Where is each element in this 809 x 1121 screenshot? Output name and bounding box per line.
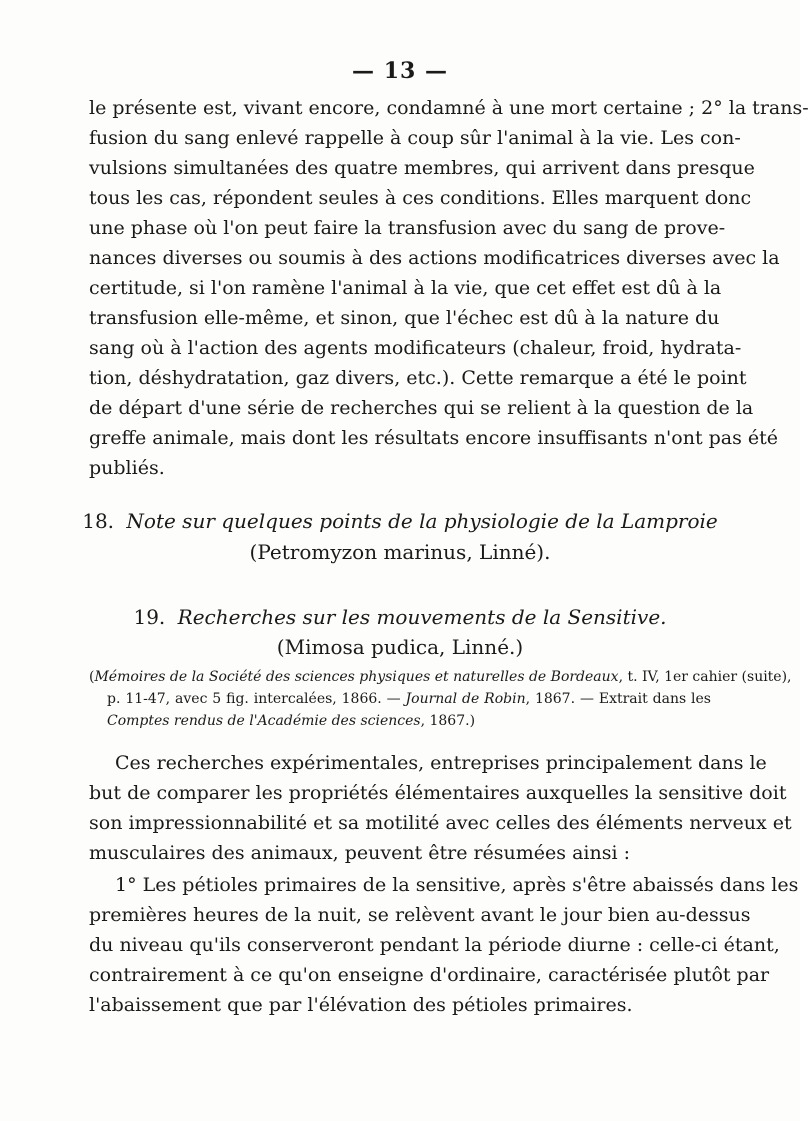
text-line: publiés. bbox=[89, 457, 165, 479]
section-18-number: 18. bbox=[82, 509, 115, 533]
citation-line bbox=[89, 710, 711, 732]
paragraph-transfusion bbox=[89, 93, 809, 483]
text-line: certitude, si l'on ramène l'animal à la vie, que cet effet est dû à la bbox=[89, 277, 722, 299]
text-line: l'abaissement que par l'élévation des pétioles primaires. bbox=[89, 994, 633, 1016]
citation-line bbox=[89, 688, 711, 710]
text-line: de départ d'une série de recherches qui se relient à la question de la bbox=[89, 397, 754, 419]
text-line: une phase où l'on peut faire la transfusion avec du sang de prove- bbox=[89, 217, 726, 239]
text-line: vulsions simultanées des quatre membres, qui arrivent dans presque bbox=[89, 157, 755, 179]
citation-journal: Mémoires de la Société des sciences physiques et naturelles de Bordeaux bbox=[94, 669, 619, 685]
section-19-title: Recherches sur les mouvements de la Sensitive. bbox=[177, 605, 667, 629]
section-19-subtitle: (Mimosa pudica, Linné.) bbox=[276, 635, 524, 659]
text-line: but de comparer les propriétés élémentaires auxquelles la sensitive doit bbox=[89, 782, 787, 804]
paragraph-petioles bbox=[89, 870, 799, 1020]
citation-block bbox=[89, 666, 792, 732]
text-line: tous les cas, répondent seules à ces conditions. Elles marquent donc bbox=[89, 187, 752, 209]
citation-journal: Journal de Robin bbox=[405, 691, 526, 707]
text-line: tion, déshydratation, gaz divers, etc.). Cette remarque a été le point bbox=[89, 367, 747, 389]
text-line: du niveau qu'ils conserveront pendant la période diurne : celle-ci étant, bbox=[89, 934, 780, 956]
text-line: son impressionnabilité et sa motilité avec celles des éléments nerveux et bbox=[89, 812, 792, 834]
section-18-heading bbox=[0, 506, 800, 536]
citation-text: , t. IV, 1er cahier (suite), bbox=[618, 669, 792, 685]
text-line: contrairement à ce qu'on enseigne d'ordinaire, caractérisée plutôt par bbox=[89, 964, 770, 986]
text-line: musculaires des animaux, peuvent être résumées ainsi : bbox=[89, 842, 630, 864]
page-number: — 13 — bbox=[352, 58, 448, 84]
citation-journal: Comptes rendus de l'Académie des sciences bbox=[107, 713, 421, 729]
text-line: transfusion elle-même, et sinon, que l'échec est dû à la nature du bbox=[89, 307, 720, 329]
text-line: fusion du sang enlevé rappelle à coup sûr l'animal à la vie. Les con- bbox=[89, 127, 741, 149]
section-19-heading bbox=[0, 602, 800, 632]
section-18-subtitle: (Petromyzon marinus, Linné). bbox=[249, 540, 551, 564]
citation-text: p. 11-47, avec 5 fig. intercalées, 1866. — bbox=[107, 691, 406, 707]
text-line: sang où à l'action des agents modificateurs (chaleur, froid, hydrata- bbox=[89, 337, 742, 359]
text-line: le présente est, vivant encore, condamné à une mort certaine ; 2° la trans- bbox=[89, 97, 809, 119]
text-line: greffe animale, mais dont les résultats encore insuffisants n'ont pas été bbox=[89, 427, 779, 449]
text-line: Ces recherches expérimentales, entreprises principalement dans le bbox=[115, 752, 767, 774]
citation-text: , 1867.) bbox=[420, 713, 476, 729]
text-line: premières heures de la nuit, se relèvent avant le jour bien au-dessus bbox=[89, 904, 751, 926]
section-19-number: 19. bbox=[133, 605, 166, 629]
citation-text: , 1867. — Extrait dans les bbox=[525, 691, 711, 707]
section-18-title: Note sur quelques points de la physiologie de la Lamproie bbox=[126, 509, 718, 533]
citation-text: ( bbox=[89, 669, 95, 685]
text-line: 1° Les pétioles primaires de la sensitive, après s'être abaissés dans les bbox=[115, 874, 799, 896]
citation-line bbox=[89, 666, 792, 688]
text-line: nances diverses ou soumis à des actions modificatrices diverses avec la bbox=[89, 247, 780, 269]
paragraph-sensitive-intro bbox=[89, 748, 792, 868]
